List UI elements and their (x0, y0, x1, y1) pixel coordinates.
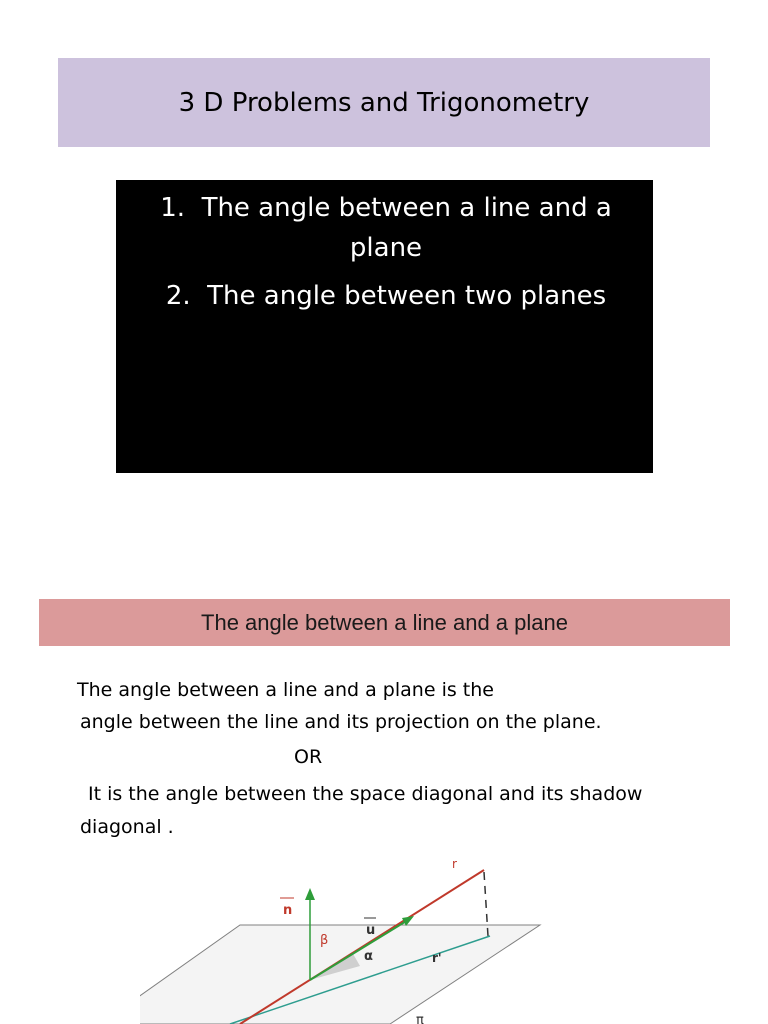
label-r: r (452, 857, 457, 871)
definition-line-3: It is the angle between the space diagonal and its shadow (88, 783, 643, 805)
label-r-prime: r' (432, 951, 442, 965)
label-alpha: α (364, 949, 373, 964)
topic-text: The angle between two planes (207, 281, 607, 311)
topic-number: 1. (160, 193, 186, 223)
line-plane-diagram (140, 850, 560, 1024)
definition-line-4: diagonal . (80, 816, 174, 838)
normal-arrowhead (305, 888, 315, 900)
label-u: u (366, 923, 376, 938)
section-title: The angle between a line and a plane (201, 609, 568, 635)
definition-or: OR (294, 746, 323, 768)
topics-box (116, 180, 653, 473)
title-banner (58, 58, 710, 147)
page-title: 3 D Problems and Trigonometry (178, 87, 590, 118)
topic-text: The angle between a line and a plane (201, 193, 612, 263)
section-header (39, 599, 730, 646)
label-n: n (283, 903, 293, 918)
topic-item-2 (136, 276, 636, 316)
definition-line-1: The angle between a line and a plane is the (77, 679, 494, 701)
label-beta: β (320, 933, 329, 948)
topic-number: 2. (165, 281, 191, 311)
definition-line-2: angle between the line and its projection on the plane. (80, 711, 602, 733)
topic-item-1 (136, 188, 636, 268)
label-pi: π (416, 1013, 424, 1024)
